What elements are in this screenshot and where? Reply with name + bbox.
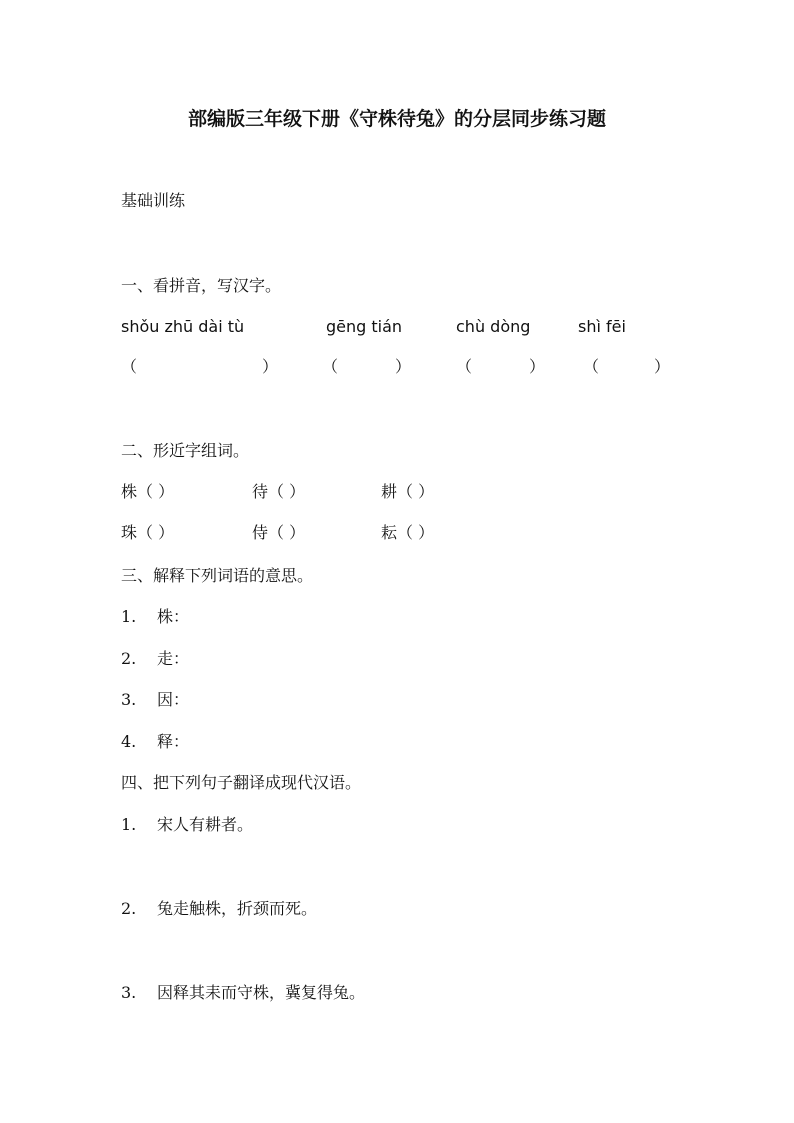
q3-item-number: 3. [121,690,137,709]
pinyin-group-2: gēng tián [326,317,403,336]
pinyin-group-1: shǒu zhū dài tù [121,317,245,336]
answer-paren-open-1: （ [121,357,138,376]
answer-paren-close-3: ） [529,357,546,376]
pinyin-group-3: chù dòng [456,317,531,336]
similar-char-item: 耕（ ） [381,482,435,501]
similar-char-item: 侍（ ） [252,523,306,542]
answer-paren-close-4: ） [654,357,671,376]
q3-item-text: 因： [157,690,190,709]
answer-paren-close-1: ） [262,357,279,376]
q1-heading: 一、看拼音，写汉字。 [121,276,282,295]
q3-item-text: 走： [157,649,190,668]
similar-char-item: 待（ ） [252,482,306,501]
q4-heading: 四、把下列句子翻译成现代汉语。 [121,773,362,792]
q4-item-text: 兔走触株，折颈而死。 [157,899,318,918]
similar-char-item: 珠（ ） [121,523,175,542]
section-label: 基础训练 [121,191,186,210]
q4-item-text: 因释其耒而守株，冀复得兔。 [157,983,366,1002]
answer-paren-open-2: （ [322,357,339,376]
similar-char-item: 株（ ） [121,482,175,501]
q4-item-number: 1. [121,815,137,834]
q3-item-number: 2. [121,649,137,668]
q4-item-number: 3. [121,983,137,1002]
similar-char-item: 耘（ ） [381,523,435,542]
q3-item-number: 4. [121,732,137,751]
answer-paren-open-4: （ [583,357,600,376]
pinyin-group-4: shì fēi [578,317,626,336]
q3-heading: 三、解释下列词语的意思。 [121,566,314,585]
q4-item-number: 2. [121,899,137,918]
q3-item-text: 释： [157,732,190,751]
q2-heading: 二、形近字组词。 [121,441,250,460]
q3-item-number: 1. [121,607,137,626]
answer-paren-open-3: （ [456,357,473,376]
q3-item-text: 株： [157,607,190,626]
q4-item-text: 宋人有耕者。 [157,815,254,834]
answer-paren-close-2: ） [395,357,412,376]
page-title: 部编版三年级下册《守株待兔》的分层同步练习题 [187,108,606,130]
